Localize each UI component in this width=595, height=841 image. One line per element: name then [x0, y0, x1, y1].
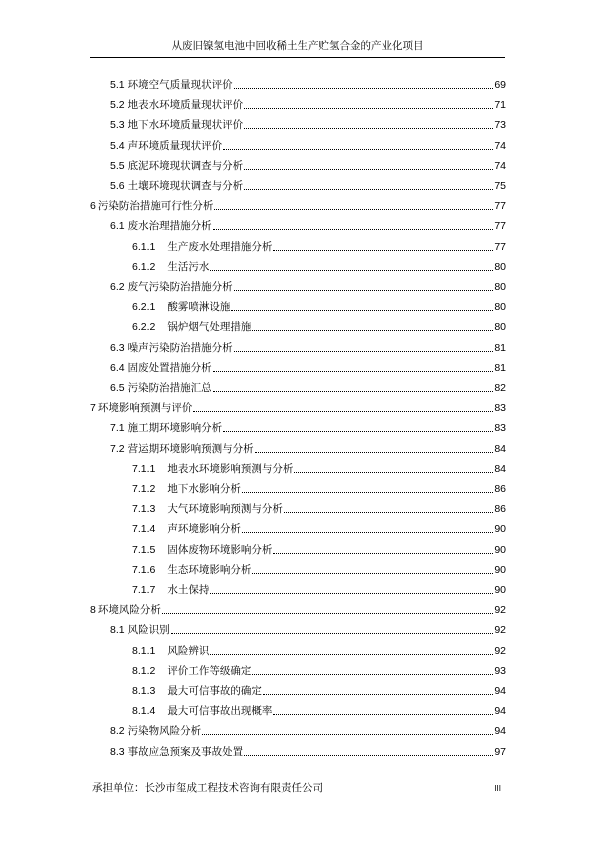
toc-entry-title: 污染物风险分析 [127, 725, 202, 738]
toc-entry-page: 93 [494, 664, 506, 677]
toc-leader-dots [234, 290, 494, 291]
toc-entry[interactable] [110, 177, 506, 193]
toc-entry[interactable] [132, 318, 506, 334]
toc-entry-number: 5.1 [110, 79, 125, 91]
toc-leader-dots [244, 189, 493, 190]
toc-entry-title: 锅炉烟气处理措施 [167, 321, 252, 334]
toc-entry-number: 8.1.3 [132, 685, 156, 697]
toc-entry[interactable] [110, 96, 506, 112]
toc-entry[interactable] [110, 157, 506, 173]
toc-entry-page: 86 [494, 483, 506, 495]
toc-entry-number: 8.1.1 [132, 644, 156, 657]
toc-entry-page: 83 [494, 422, 506, 435]
toc-entry[interactable] [132, 541, 506, 557]
toc-entry-number: 5.2 [110, 99, 125, 112]
toc-entry-title: 酸雾喷淋设施 [167, 301, 231, 314]
toc-entry-number: 8.2 [110, 725, 125, 738]
toc-entry-number: 5.4 [110, 139, 125, 152]
toc-leader-dots [252, 330, 493, 331]
toc-leader-dots [231, 310, 493, 311]
toc-entry-title: 事故应急预案及事故处置 [127, 745, 244, 758]
toc-entry-title: 污染防治措施汇总 [127, 382, 212, 394]
toc-entry-page: 86 [494, 503, 506, 516]
toc-entry-title: 风险识别 [127, 624, 170, 637]
toc-leader-dots [284, 512, 493, 513]
toc-entry-title: 环境空气质量现状评价 [127, 79, 233, 91]
toc-entry-number: 6.2.1 [132, 301, 156, 314]
toc-leader-dots [210, 593, 493, 594]
toc-entry-title: 施工期环境影响分析 [127, 422, 223, 435]
toc-leader-dots [242, 492, 493, 493]
toc-leader-dots [234, 88, 494, 89]
toc-entry[interactable] [132, 500, 506, 516]
toc-entry-page: 82 [494, 382, 506, 394]
toc-entry-title: 声环境影响分析 [167, 523, 241, 536]
toc-leader-dots [294, 472, 493, 473]
toc-entry[interactable] [132, 480, 506, 496]
running-header: 从废旧镍氢电池中回收稀土生产贮氢合金的产业化项目 [171, 40, 424, 52]
toc-entry[interactable] [132, 642, 506, 658]
toc-entry[interactable] [132, 581, 506, 597]
toc-entry-number: 8 [90, 604, 96, 617]
toc-entry[interactable] [132, 682, 506, 698]
toc-leader-dots [234, 351, 494, 352]
toc-entry-number: 6.2 [110, 281, 125, 293]
toc-entry-page: 69 [494, 79, 506, 91]
toc-entry-page: 92 [494, 644, 506, 657]
toc-entry-page: 81 [494, 361, 506, 374]
toc-leader-dots [252, 573, 493, 574]
toc-entry[interactable] [110, 621, 506, 637]
toc-entry-number: 8.1.2 [132, 664, 156, 677]
toc-entry[interactable] [132, 238, 506, 254]
toc-leader-dots [213, 391, 494, 392]
toc-entry[interactable] [110, 278, 506, 294]
toc-leader-dots [242, 532, 493, 533]
toc-entry-number: 6.1 [110, 220, 125, 233]
toc-leader-dots [273, 714, 493, 715]
toc-leader-dots [214, 209, 493, 210]
toc-entry-number: 7.1.7 [132, 584, 156, 596]
toc-entry[interactable] [110, 339, 506, 355]
toc-leader-dots [213, 371, 494, 372]
toc-entry-number: 6.1.2 [132, 260, 156, 273]
toc-entry-page: 81 [494, 341, 506, 354]
toc-entry-number: 7.2 [110, 442, 125, 455]
toc-entry-number: 7 [90, 402, 96, 415]
toc-entry-page: 77 [494, 220, 506, 233]
toc-entry-page: 74 [494, 139, 506, 152]
toc-entry-title: 水土保持 [167, 584, 210, 596]
toc-entry-number: 7.1.6 [132, 563, 156, 576]
toc-entry-title: 声环境质量现状评价 [127, 139, 223, 152]
toc-entry[interactable] [132, 460, 506, 476]
toc-entry-title: 土壤环境现状调查与分析 [127, 180, 244, 192]
toc-entry-number: 7.1.2 [132, 483, 156, 495]
toc-entry-title: 环境影响预测与评价 [97, 402, 193, 415]
toc-entry-number: 5.6 [110, 180, 125, 192]
toc-leader-dots [252, 674, 493, 675]
toc-entry[interactable] [110, 116, 506, 132]
toc-leader-dots [171, 633, 494, 634]
toc-entry-title: 最大可信事故的确定 [167, 685, 262, 697]
toc-leader-dots [193, 411, 493, 412]
toc-entry[interactable] [110, 76, 506, 92]
toc-entry[interactable] [110, 359, 506, 375]
toc-entry-title: 地下水影响分析 [167, 483, 241, 495]
toc-entry-page: 94 [494, 685, 506, 697]
toc-entry-title: 大气环境影响预测与分析 [167, 503, 283, 516]
toc-entry-page: 92 [494, 624, 506, 637]
toc-entry-title: 噪声污染防治措施分析 [127, 341, 233, 354]
toc-leader-dots [244, 169, 493, 170]
toc-entry-title: 最大可信事故出现概率 [167, 705, 273, 718]
toc-entry-page: 74 [494, 159, 506, 172]
toc-entry-title: 风险辨识 [167, 644, 210, 657]
toc-leader-dots [244, 128, 493, 129]
toc-leader-dots [210, 270, 493, 271]
toc-leader-dots [213, 229, 494, 230]
toc-entry-number: 6.2.2 [132, 321, 156, 334]
toc-leader-dots [210, 654, 493, 655]
toc-entry-page: 94 [494, 705, 506, 718]
toc-entry[interactable] [110, 419, 506, 435]
toc-entry-page: 73 [494, 119, 506, 132]
toc-entry-page: 80 [494, 301, 506, 314]
page-footer [92, 780, 503, 795]
toc-leader-dots [273, 250, 493, 251]
toc-entry-number: 7.1 [110, 422, 125, 435]
toc-entry-number: 6.4 [110, 361, 125, 374]
toc-entry-number: 5.3 [110, 119, 125, 132]
toc-entry-number: 6.5 [110, 382, 125, 394]
toc-entry[interactable] [132, 702, 506, 718]
toc-entry-page: 90 [494, 523, 506, 536]
toc-entry-title: 固废处置措施分析 [127, 361, 212, 374]
toc-entry-page: 84 [494, 442, 506, 455]
toc-entry-number: 8.1 [110, 624, 125, 637]
footer-organization: 承担单位：长沙市玺成工程技术咨询有限责任公司 [92, 782, 323, 794]
toc-entry-page: 92 [494, 604, 506, 617]
toc-leader-dots [162, 613, 493, 614]
toc-entry-page: 80 [494, 281, 506, 293]
toc-entry-title: 地下水环境质量现状评价 [127, 119, 244, 132]
toc-entry-page: 77 [494, 240, 506, 253]
toc-entry[interactable] [110, 379, 506, 395]
toc-entry-page: 71 [494, 99, 506, 112]
toc-leader-dots [223, 149, 493, 150]
toc-entry-number: 5.5 [110, 159, 125, 172]
toc-entry-number: 6.3 [110, 341, 125, 354]
toc-entry-title: 废气污染防治措施分析 [127, 281, 233, 293]
toc-entry-page: 90 [494, 543, 506, 556]
toc-entry[interactable] [132, 258, 506, 274]
toc-leader-dots [223, 431, 493, 432]
toc-entry[interactable] [90, 197, 506, 213]
toc-entry-title: 营运期环境影响预测与分析 [127, 442, 254, 455]
toc-entry[interactable] [132, 561, 506, 577]
toc-entry[interactable] [110, 137, 506, 153]
toc-entry-page: 97 [494, 745, 506, 758]
toc-leader-dots [255, 452, 494, 453]
toc-entry[interactable] [110, 440, 506, 456]
toc-entry-number: 7.1.1 [132, 462, 156, 475]
toc-entry-title: 评价工作等级确定 [167, 664, 252, 677]
toc-entry-page: 94 [494, 725, 506, 738]
toc-entry-number: 8.1.4 [132, 705, 156, 718]
toc-entry-number: 6.1.1 [132, 240, 156, 253]
toc-leader-dots [244, 108, 493, 109]
toc-entry-title: 固体废物环境影响分析 [167, 543, 273, 556]
toc-leader-dots [202, 734, 493, 735]
toc-entry-title: 生活污水 [167, 260, 210, 273]
toc-entry-title: 底泥环境现状调查与分析 [127, 159, 244, 172]
footer-page-number: III [494, 784, 501, 793]
toc-entry-title: 生态环境影响分析 [167, 563, 252, 576]
toc-leader-dots [273, 553, 493, 554]
toc-entry-title: 地表水环境质量现状评价 [127, 99, 244, 112]
toc-entry-page: 80 [494, 260, 506, 273]
toc-leader-dots [244, 755, 493, 756]
toc-entry-number: 8.3 [110, 745, 125, 758]
toc-entry-title: 废水治理措施分析 [127, 220, 212, 233]
toc-entry[interactable] [90, 399, 506, 415]
toc-entry[interactable] [90, 601, 506, 617]
toc-entry-page: 77 [494, 200, 506, 213]
toc-entry-page: 84 [494, 462, 506, 475]
toc-entry-number: 7.1.4 [132, 523, 156, 536]
toc-entry[interactable] [132, 298, 506, 314]
toc-entry[interactable] [132, 520, 506, 536]
toc-entry[interactable] [110, 217, 506, 233]
toc-entry-title: 地表水环境影响预测与分析 [167, 462, 294, 475]
toc-entry-number: 6 [90, 200, 96, 213]
toc-entry-page: 90 [494, 584, 506, 596]
toc-entry[interactable] [132, 662, 506, 678]
toc-entry-title: 生产废水处理措施分析 [167, 240, 273, 253]
toc-entry-number: 7.1.3 [132, 503, 156, 516]
toc-entry-page: 80 [494, 321, 506, 334]
toc-entry[interactable] [110, 722, 506, 738]
toc-entry-page: 90 [494, 563, 506, 576]
toc-entry[interactable] [110, 743, 506, 759]
toc-leader-dots [263, 694, 493, 695]
toc-entry-title: 环境风险分析 [97, 604, 161, 617]
toc-entry-number: 7.1.5 [132, 543, 156, 556]
header-rule [90, 57, 505, 58]
toc-entry-page: 75 [494, 180, 506, 192]
toc-entry-page: 83 [494, 402, 506, 415]
toc-entry-title: 污染防治措施可行性分析 [97, 200, 214, 213]
